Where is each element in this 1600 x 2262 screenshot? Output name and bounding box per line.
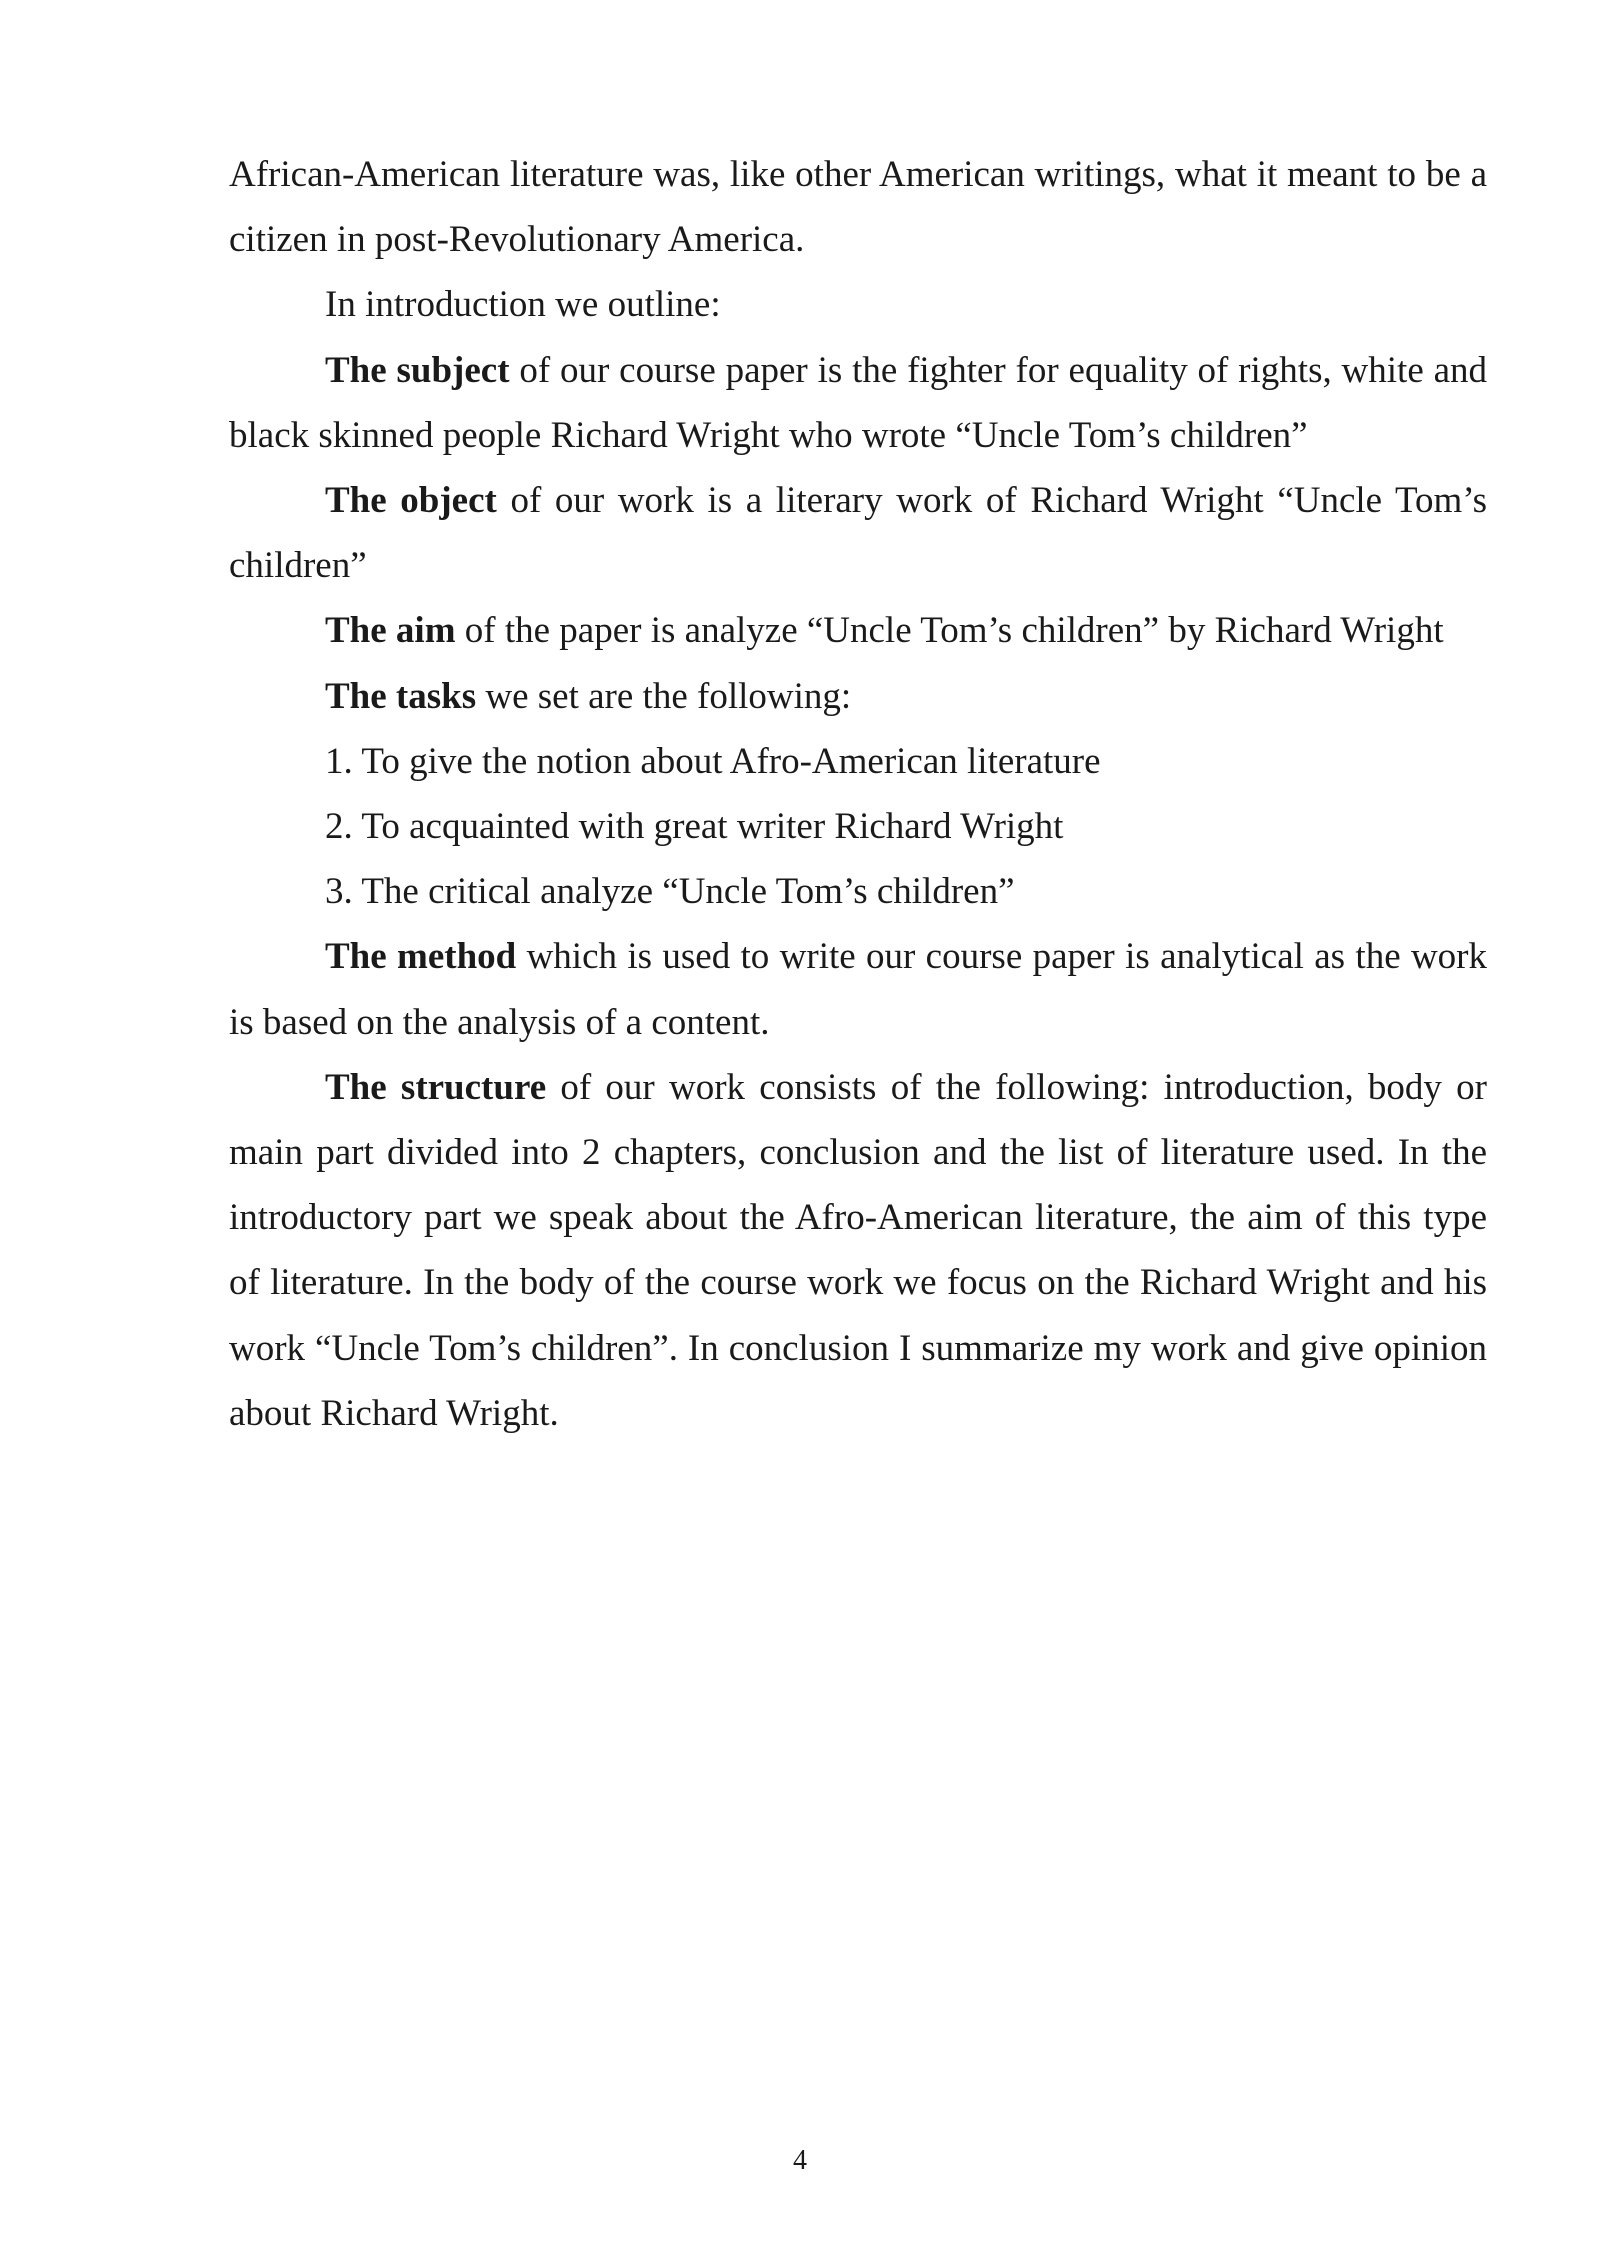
list-item — [229, 794, 1487, 859]
paragraph-structure — [229, 1055, 1487, 1446]
tasks-heading: The tasks — [325, 675, 477, 717]
list-item-text: 1. To give the notion about Afro-American literature — [325, 740, 1101, 782]
paragraph-object — [229, 468, 1487, 598]
paragraph-text: of our course paper is the fighter for equality of rights, white and black skinned people Richard Wright who wrote “Uncle Tom’s children” — [229, 349, 1487, 456]
paragraph-text: African-American literature was, like other American writings, what it meant to be a citizen in post-Revolutionary America. — [229, 154, 1487, 261]
document-body — [229, 142, 1487, 1446]
paragraph-subject — [229, 338, 1487, 468]
list-item — [229, 729, 1487, 794]
structure-heading: The structure — [325, 1066, 547, 1108]
paragraph-text: which is used to write our course paper is analytical as the work is based on the analysis of a content. — [229, 936, 1487, 1043]
list-item — [229, 859, 1487, 924]
paragraph-text: of our work consists of the following: introduction, body or main part divided into 2 chapters, conclusion and the list of literature used. In the introductory part we speak about the Afro-American literature, the aim of this type of literature. In the body of the course work we focus on the Richard Wright and his work “Uncle Tom’s children”. In conclusion I summarize my work and give opinion about Richard Wright. — [229, 1066, 1487, 1434]
subject-heading: The subject — [325, 349, 510, 391]
paragraph-text: of our work is a literary work of Richard Wright “Uncle Tom’s children” — [229, 480, 1487, 587]
paragraph-intro-continuation — [229, 142, 1487, 272]
list-item-text: 3. The critical analyze “Uncle Tom’s children” — [325, 871, 1015, 913]
paragraph-aim — [229, 598, 1487, 663]
paragraph-text: we set are the following: — [476, 675, 852, 717]
object-heading: The object — [325, 480, 497, 522]
page-number: 4 — [793, 2145, 807, 2176]
paragraph-text: of the paper is analyze “Uncle Tom’s children” by Richard Wright — [455, 610, 1444, 652]
aim-heading: The aim — [325, 610, 456, 652]
paragraph-outline — [229, 272, 1487, 337]
list-item-text: 2. To acquainted with great writer Richard Wright — [325, 806, 1064, 848]
paragraph-tasks — [229, 664, 1487, 729]
paragraph-method — [229, 924, 1487, 1054]
method-heading: The method — [325, 936, 517, 978]
paragraph-text: In introduction we outline: — [325, 284, 721, 326]
